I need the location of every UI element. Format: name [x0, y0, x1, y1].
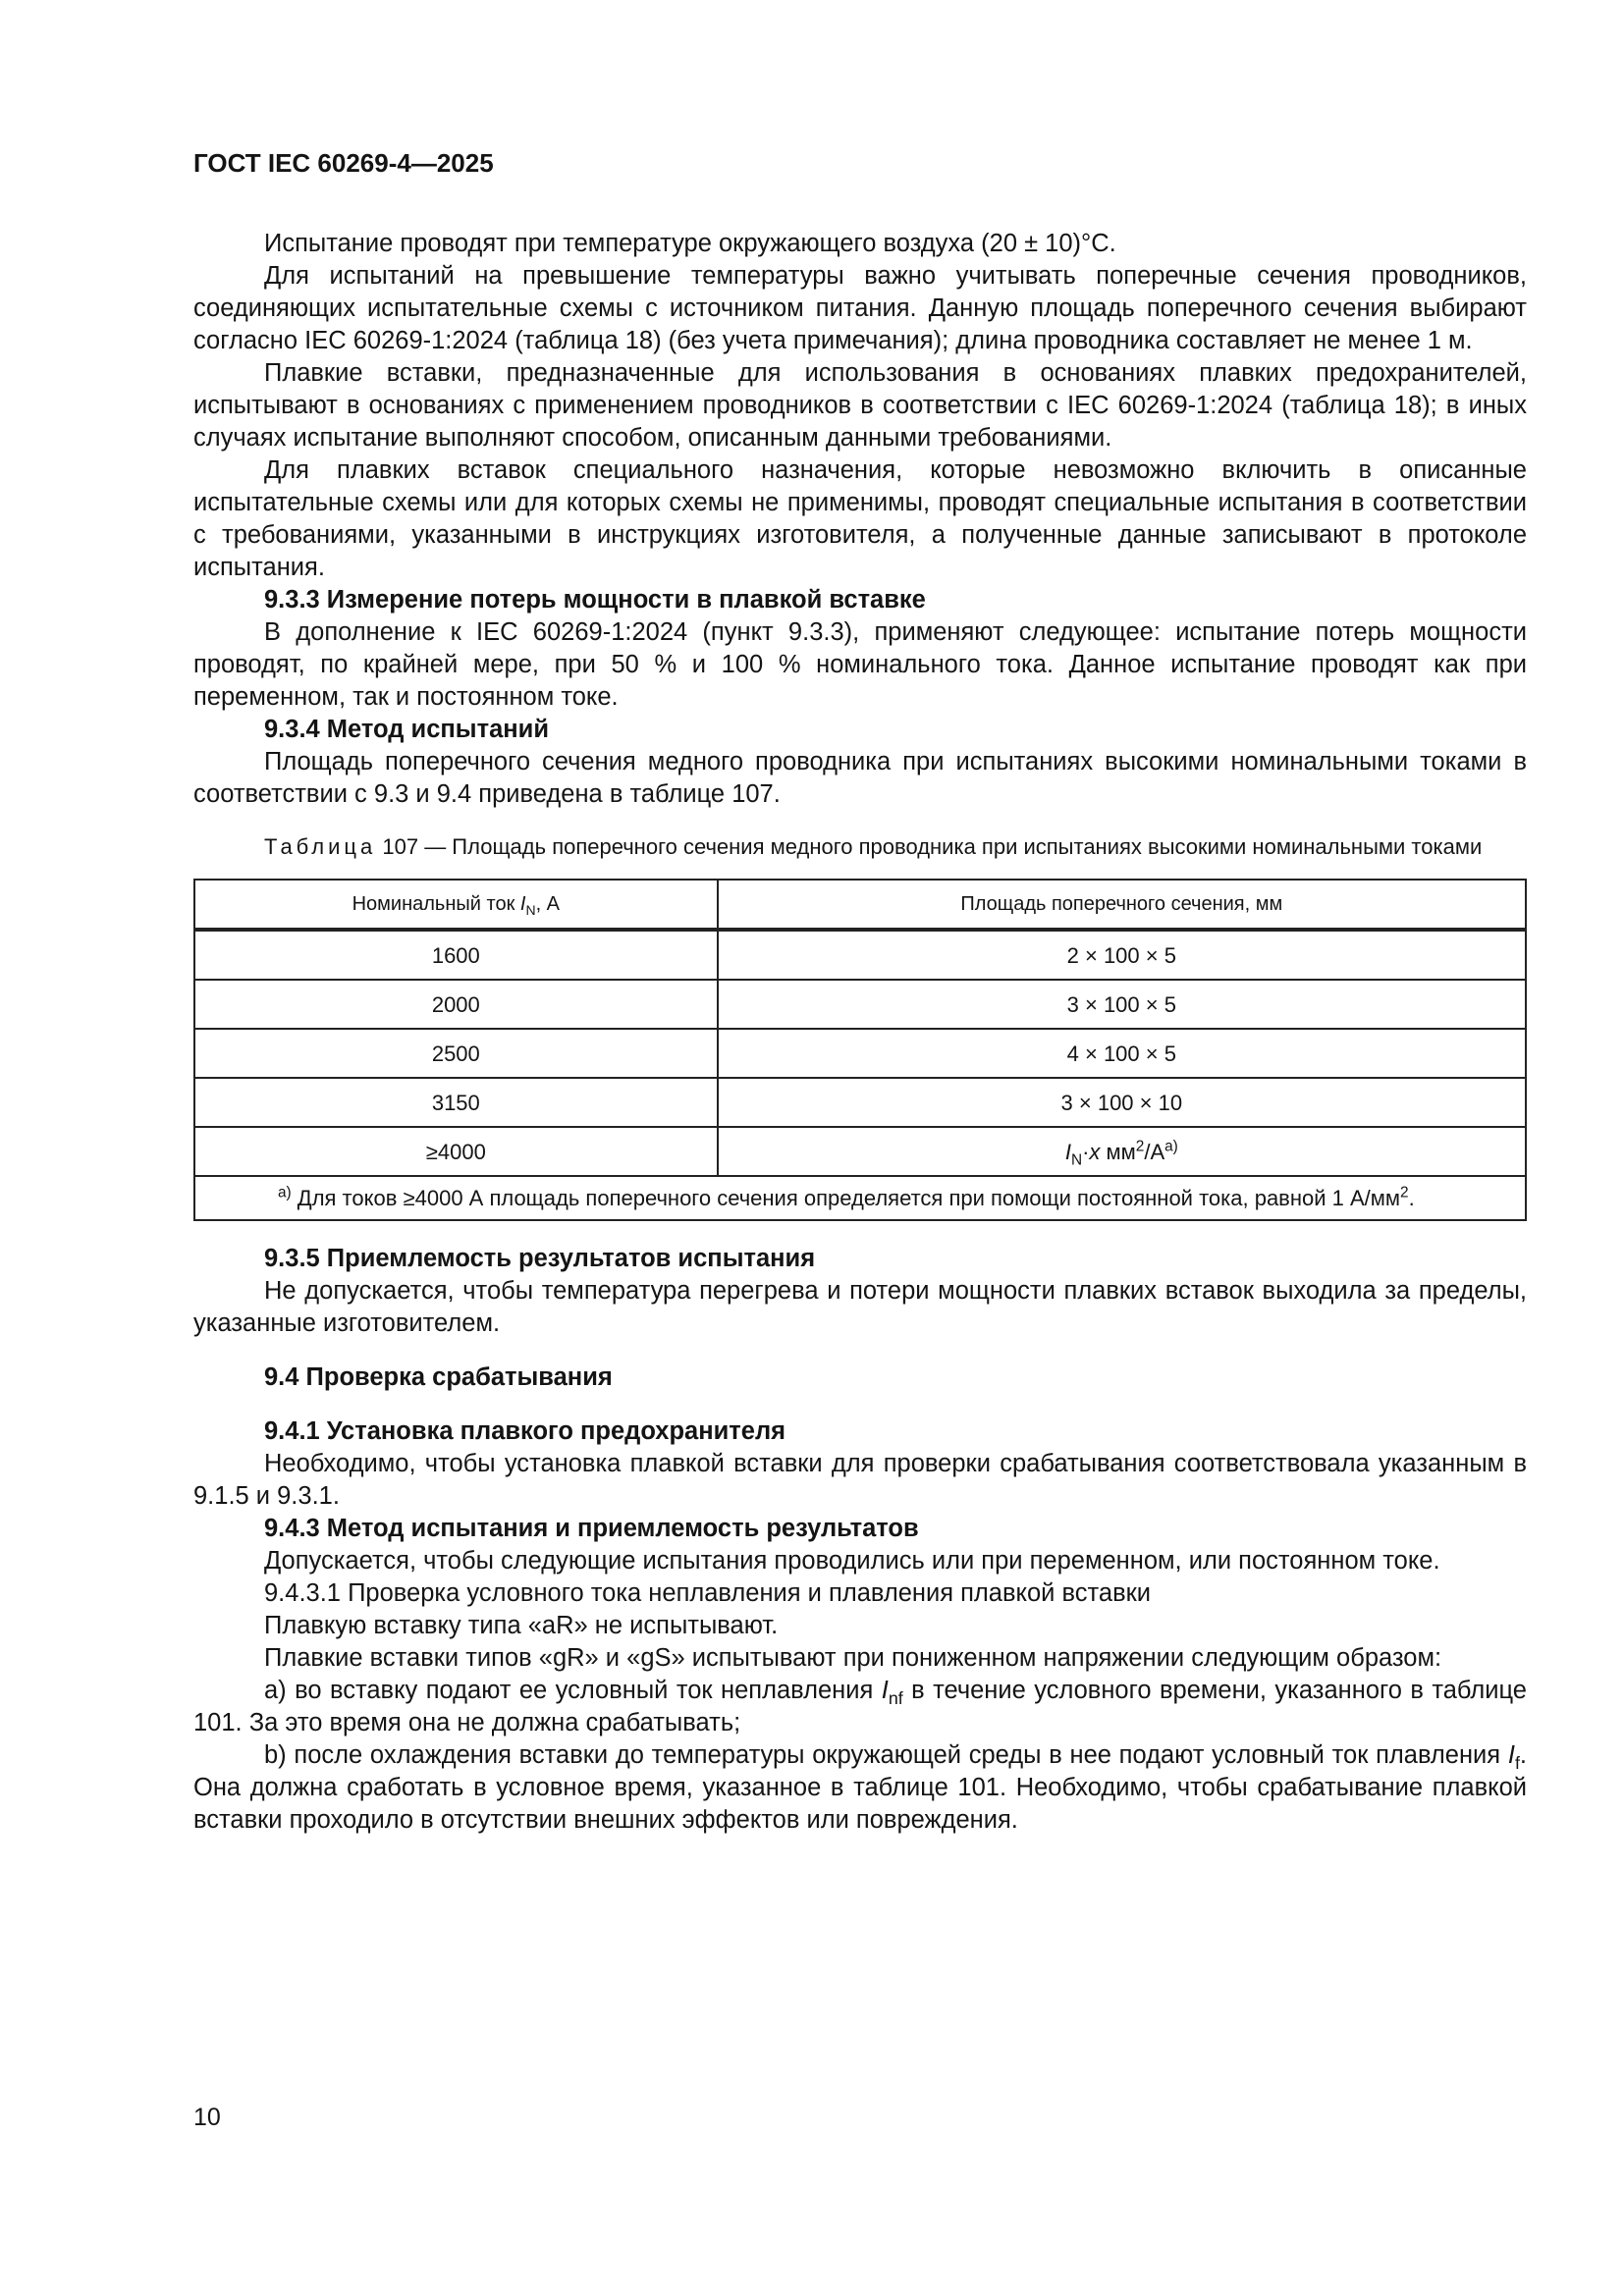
cell-current: ≥4000 — [194, 1127, 718, 1176]
table-row — [194, 1078, 1526, 1127]
section-heading-9-3-4: 9.3.4 Метод испытаний — [264, 716, 550, 743]
paragraph: Испытание проводят при температуре окружающего воздуха (20 ± 10)°С. — [264, 230, 1116, 257]
spacer — [193, 1340, 1527, 1362]
paragraph: Не допускается, чтобы температура перегрева и потери мощности плавких вставок выходила за пределы, указанные изготовителем. — [193, 1277, 1527, 1337]
section-heading-9-3-5: 9.3.5 Приемлемость результатов испытания — [264, 1245, 816, 1272]
column-header-current: Номинальный ток $I_N$, А — [194, 880, 718, 930]
paragraph: Плавкую вставку типа «aR» не испытывают. — [264, 1612, 779, 1639]
paragraph: Плавкие вставки, предназначенные для использования в основаниях плавких предохранителей, испытывают в основаниях с применением проводников в соответствии с IEC 60269-1:2024 (таблица 18); в иных случаях испытание выполняют способом, описанным данными требованиями. — [193, 359, 1527, 452]
spacer — [193, 811, 1527, 832]
table-107 — [193, 879, 1527, 1221]
table-caption — [193, 832, 1527, 861]
list-item-b: b) после охлаждения вставки до температуры окружающей среды в нее подают условный ток плавления $I_f$. Она должна сработать в условное время, указанное в таблице 101. Необходимо, чтобы срабатывание плавкой вставки проходило в отсутствии внешних эффектов или повреждения. — [193, 1741, 1527, 1834]
cell-current: 2000 — [194, 980, 718, 1029]
table-caption-label: Таблица — [264, 834, 377, 859]
table-row — [194, 980, 1526, 1029]
table-row — [194, 1127, 1526, 1176]
subsection-9-4-3-1: 9.4.3.1 Проверка условного тока неплавления и плавления плавкой вставки — [264, 1579, 1152, 1607]
cell-area: 3 × 100 × 10 — [718, 1078, 1526, 1127]
cell-current: 2500 — [194, 1029, 718, 1078]
list-item-a: а) во вставку подают ее условный ток неплавления $I_{nf}$ в течение условного времени, указанного в таблице 101. За это время она не должна срабатывать; — [193, 1677, 1527, 1736]
table-caption-text: 107 — Площадь поперечного сечения медного проводника при испытаниях высокими номинальными токами — [376, 834, 1483, 859]
section-heading-9-4-1: 9.4.1 Установка плавкого предохранителя — [264, 1417, 786, 1445]
cell-area: 3 × 100 × 5 — [718, 980, 1526, 1029]
document-body — [193, 228, 1527, 1837]
document-header: ГОСТ IEC 60269-4—2025 — [193, 148, 494, 178]
paragraph: Допускается, чтобы следующие испытания проводились или при переменном, или постоянном токе. — [264, 1547, 1440, 1575]
paragraph: Плавкие вставки типов «gR» и «gS» испытывают при пониженном напряжении следующим образом: — [264, 1644, 1442, 1672]
table-footnote: $^{а)}$ Для токов ≥4000 А площадь поперечного сечения определяется при помощи постоянной тока, равной 1 $А/мм^2$. — [194, 1176, 1526, 1220]
cell-area: 2 × 100 × 5 — [718, 930, 1526, 980]
paragraph: Для испытаний на превышение температуры важно учитывать поперечные сечения проводников, соединяющих испытательные схемы с источником питания. Данную площадь поперечного сечения выбирают согласно IEC 60269-1:2024 (таблица 18) (без учета примечания); длина проводника составляет не менее 1 м. — [193, 262, 1527, 354]
table-footnote-row — [194, 1176, 1526, 1220]
table-row — [194, 1029, 1526, 1078]
table-header-row — [194, 880, 1526, 930]
paragraph: Для плавких вставок специального назначения, которые невозможно включить в описанные испытательные схемы или для которых схемы не применимы, проводят специальные испытания в соответствии с требованиями, указанными в инструкциях изготовителя, а полученные данные записывают в протоколе испытания. — [193, 456, 1527, 581]
spacer — [193, 1221, 1527, 1243]
cell-area: 4 × 100 × 5 — [718, 1029, 1526, 1078]
paragraph: Необходимо, чтобы установка плавкой вставки для проверки срабатывания соответствовала указанным в 9.1.5 и 9.3.1. — [193, 1450, 1527, 1510]
cell-area-formula: $I_N\cdot x$ $мм^2/А^{а)}$ — [718, 1127, 1526, 1176]
section-heading-9-4: 9.4 Проверка срабатывания — [264, 1363, 613, 1391]
column-header-area: Площадь поперечного сечения, мм — [718, 880, 1526, 930]
cell-current: 1600 — [194, 930, 718, 980]
paragraph: В дополнение к IEC 60269-1:2024 (пункт 9.3.3), применяют следующее: испытание потерь мощности проводят, по крайней мере, при 50 % и 100 % номинального тока. Данное испытание проводят как при переменном, так и постоянном токе. — [193, 618, 1527, 711]
table-row — [194, 930, 1526, 980]
cell-current: 3150 — [194, 1078, 718, 1127]
section-heading-9-4-3: 9.4.3 Метод испытания и приемлемость результатов — [264, 1515, 919, 1542]
spacer — [193, 1394, 1527, 1415]
page-number: 10 — [193, 2104, 221, 2131]
section-heading-9-3-3: 9.3.3 Измерение потерь мощности в плавкой вставке — [264, 586, 926, 614]
paragraph: Площадь поперечного сечения медного проводника при испытаниях высокими номинальными токами в соответствии с 9.3 и 9.4 приведена в таблице 107. — [193, 748, 1527, 808]
